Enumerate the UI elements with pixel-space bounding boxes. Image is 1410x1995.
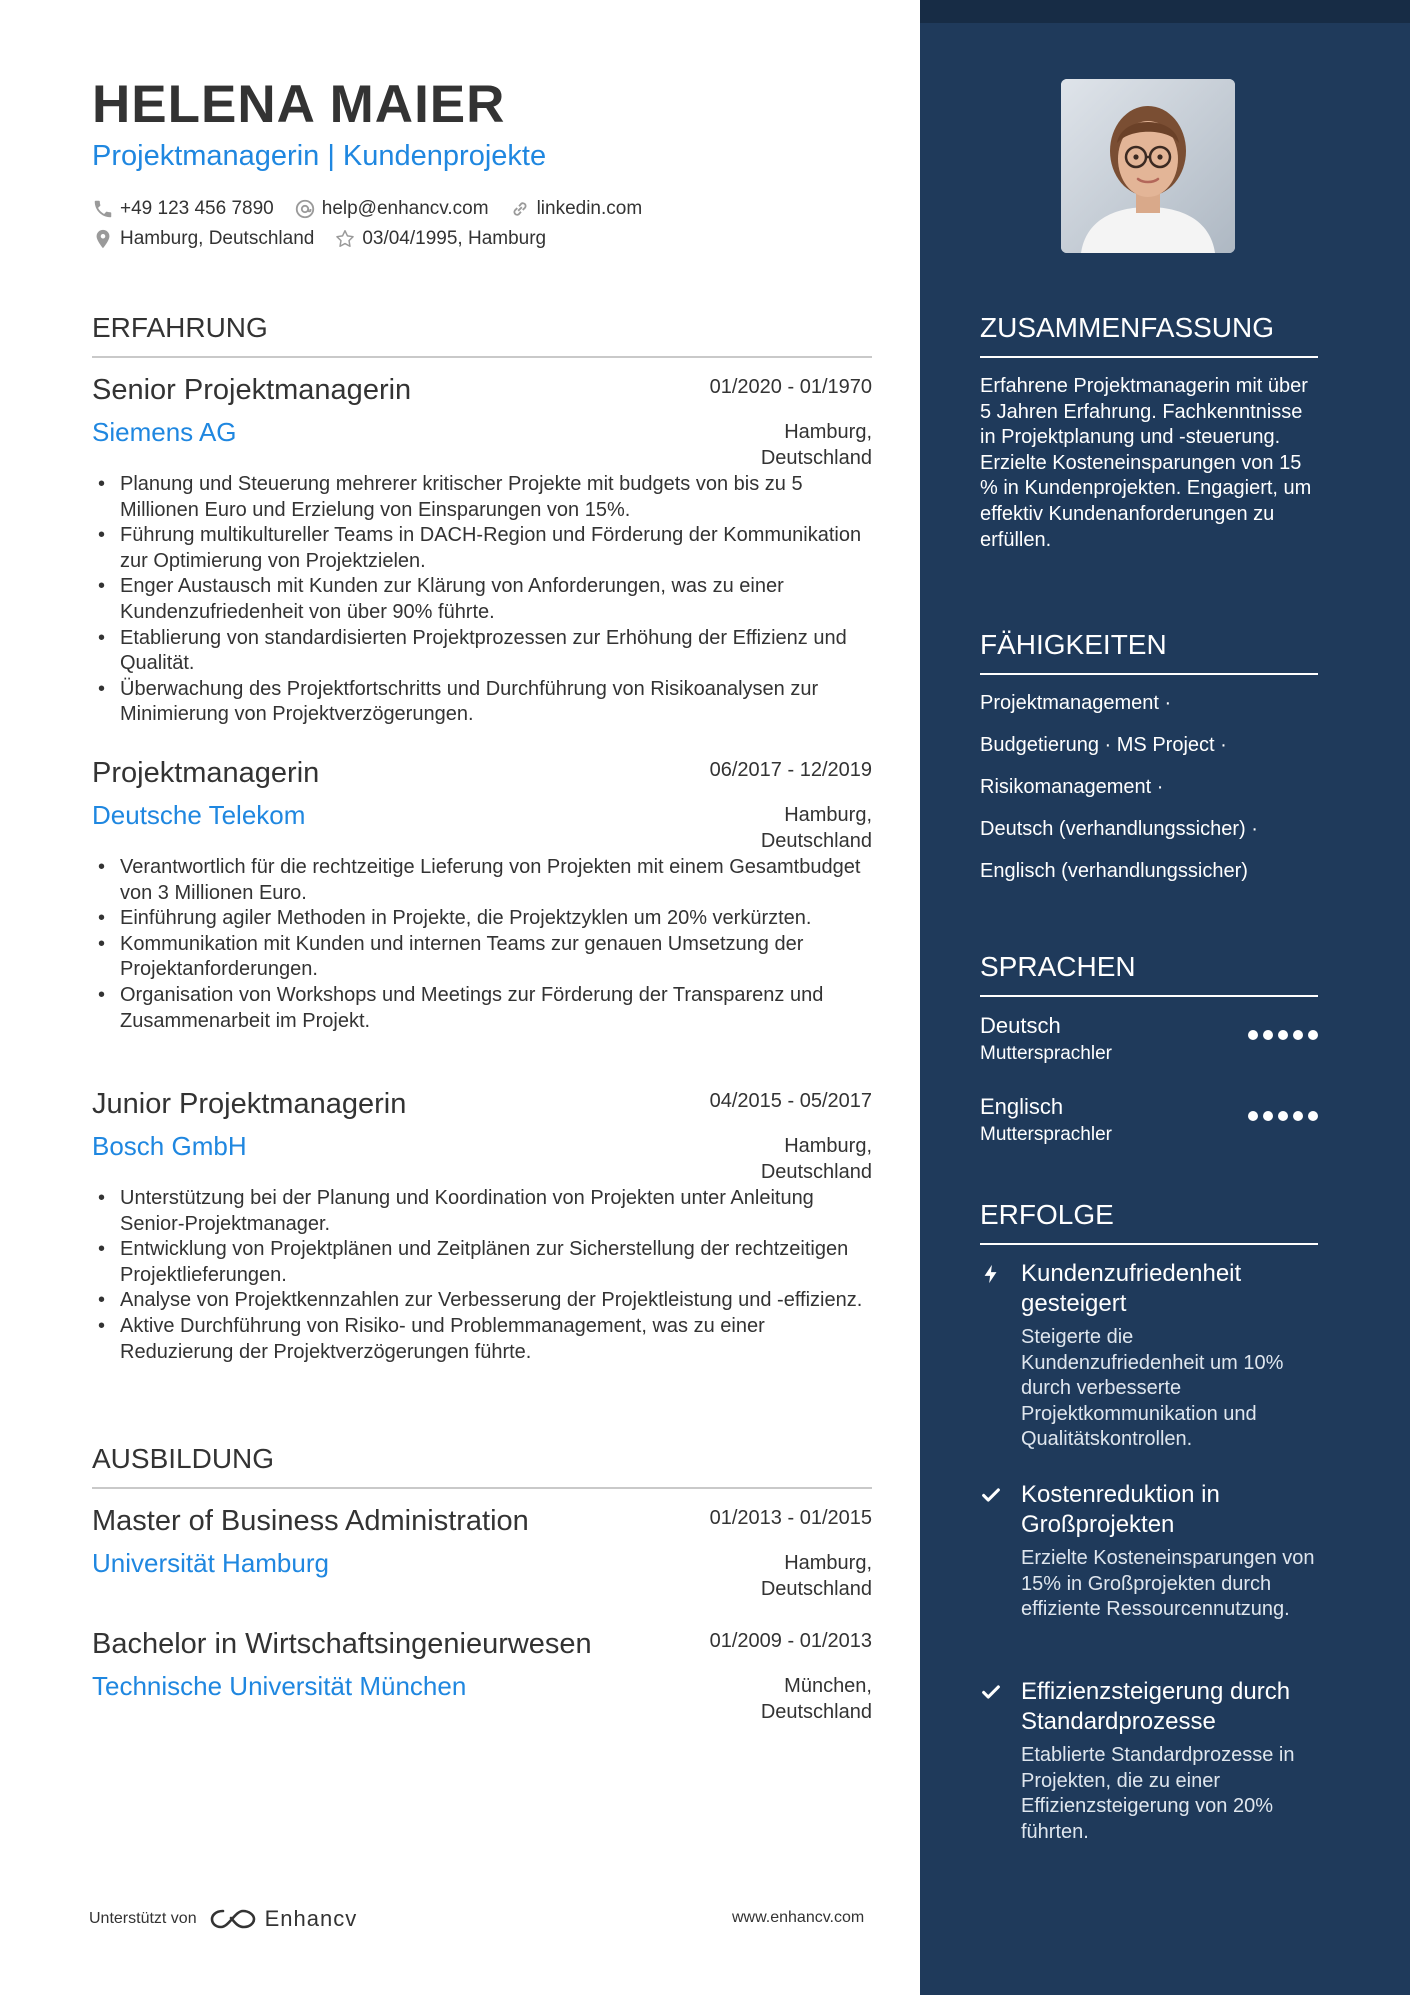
rating-dot [1293,1030,1303,1040]
rating-dot [1263,1111,1273,1121]
achievement-desc: Steigerte die Kundenzufriedenheit um 10% durch verbesserte Projektkommunikation und Qualitätskontrollen. [1021,1326,1284,1451]
language-rating [1243,1111,1318,1121]
birth-text: 03/04/1995, Hamburg [362,228,547,249]
language-level: Muttersprachler [980,1124,1112,1145]
profile-photo [1061,79,1235,253]
job-company[interactable]: Siemens AG [92,417,237,447]
skill-line: Risikomanagement · [980,776,1164,798]
link-icon [509,198,531,220]
school-city: München, [784,1675,872,1697]
skill-line: Deutsch (verhandlungssicher) · [980,818,1258,840]
language-name: Deutsch [980,1013,1061,1038]
skill-line: Projektmanagement · [980,692,1172,714]
school-city: Hamburg, [784,1552,872,1574]
job-bullet: • Überwachung des Projektfortschritts und Durchführung von Risikoanalysen zur Minimierung von Projektverzögerungen. [92,677,872,728]
rating-dot [1248,1111,1258,1121]
achievements-heading: ERFOLGE [980,1199,1318,1245]
job-role: Projektmanagerin [92,757,320,789]
job-country: Deutschland [760,1161,872,1183]
job-bullet: • Verantwortlich für die rechtzeitige Lieferung von Projekten mit einem Gesamtbudget von 3 Millionen Euro. [92,855,872,906]
rating-dot [1308,1030,1318,1040]
skill-line: Englisch (verhandlungssicher) [980,860,1248,882]
rating-dot [1293,1111,1303,1121]
job-bullet: • Entwicklung von Projektplänen und Zeitplänen zur Sicherstellung der rechtzeitigen Projektlieferungen. [92,1237,872,1288]
job-bullet: • Etablierung von standardisierten Projektprozessen zur Erhöhung der Effizienz und Qualität. [92,626,872,677]
achievement-title: Kostenreduktion in Großprojekten [1021,1481,1220,1538]
job-bullet: • Enger Austausch mit Kunden zur Klärung von Anforderungen, was zu einer Kundenzufriedenheit von über 90% führte. [92,574,872,625]
powered-by-label: Unterstützt von [89,1910,197,1927]
portrait-illustration [1061,79,1235,253]
experience-entry [92,1088,872,1365]
linkedin-text: linkedin.com [536,198,643,219]
job-location [761,419,872,471]
skill-line: Budgetierung · MS Project · [980,734,1227,756]
location-text: Hamburg, Deutschland [120,228,315,249]
job-bullet: • Unterstützung bei der Planung und Koordination von Projekten unter Anleitung Senior-Projektmanager. [92,1186,872,1237]
job-country: Deutschland [760,447,872,469]
education-heading: AUSBILDUNG [92,1443,872,1489]
language-item [980,1094,1318,1146]
language-level: Muttersprachler [980,1043,1112,1064]
job-bullet: • Kommunikation mit Kunden und internen Teams zur genauen Umsetzung der Projektanforderungen. [92,932,872,983]
school-location [761,1673,872,1725]
job-city: Hamburg, [784,1135,872,1157]
phone-icon [92,198,114,220]
job-location [761,1133,872,1185]
education-entry [92,1628,872,1723]
at-icon [294,198,316,220]
check-icon [980,1681,1002,1703]
website-link[interactable]: www.enhancv.com [732,1909,865,1926]
language-name: Englisch [980,1094,1064,1119]
achievement-desc: Erzielte Kosteneinsparungen von 15% in Großprojekten durch effiziente Ressourcennutzung. [1021,1547,1315,1621]
candidate-name: HELENA MAIER [92,75,506,134]
school-country: Deutschland [760,1578,872,1600]
experience-heading: ERFAHRUNG [92,312,872,358]
job-bullets [92,855,872,1034]
job-bullet: • Aktive Durchführung von Risiko- und Problemmanagement, was zu einer Reduzierung der Projektverzögerungen führte. [92,1314,872,1365]
degree-title: Master of Business Administration [92,1505,529,1537]
school-country: Deutschland [760,1701,872,1723]
summary-heading: ZUSAMMENFASSUNG [980,312,1318,358]
achievement-title: Kundenzufriedenheit gesteigert [1021,1260,1242,1317]
job-company[interactable]: Bosch GmbH [92,1131,247,1161]
email-text: help@enhancv.com [321,198,489,219]
email-contact[interactable] [294,198,489,220]
sidebar-top-strip [920,0,1410,23]
job-country: Deutschland [760,830,872,852]
degree-title: Bachelor in Wirtschaftsingenieurwesen [92,1628,592,1660]
rating-dot [1278,1030,1288,1040]
phone-text: +49 123 456 7890 [120,198,274,219]
job-role: Junior Projektmanagerin [92,1088,407,1120]
job-bullet: • Analyse von Projektkennzahlen zur Verbesserung der Projektleistung und -effizienz. [92,1288,872,1314]
rating-dot [1278,1111,1288,1121]
rating-dot [1308,1111,1318,1121]
star-icon [334,228,356,250]
birth-contact [334,228,546,250]
lightning-icon [980,1263,1002,1285]
school-location [761,1550,872,1602]
job-date: 06/2017 - 12/2019 [709,759,872,781]
achievement-item [980,1259,1318,1453]
degree-date: 01/2009 - 01/2013 [709,1630,872,1652]
job-bullet: • Organisation von Workshops und Meetings zur Förderung der Transparenz und Zusammenarbeit im Projekt. [92,983,872,1034]
location-contact [92,228,314,250]
job-bullets [92,472,872,728]
location-pin-icon [92,228,114,250]
summary-text: Erfahrene Projektmanagerin mit über 5 Jahren Erfahrung. Fachkenntnisse in Projektplanung und -steuerung. Erzielte Kosteneinsparungen von 15 % in Kundenprojekten. Engagiert, um effektiv Kundenanforderungen zu erfüllen. [980,375,1312,551]
enhancv-logo-icon [209,1906,257,1932]
powered-by[interactable] [89,1906,357,1932]
brand-name: Enhancv [264,1906,358,1931]
job-date: 01/2020 - 01/1970 [709,376,872,398]
skills-heading: FÄHIGKEITEN [980,629,1318,675]
achievement-item [980,1480,1318,1623]
job-role: Senior Projektmanagerin [92,374,412,406]
candidate-title: Projektmanagerin | Kundenprojekte [92,140,547,172]
job-date: 04/2015 - 05/2017 [709,1090,872,1112]
experience-entry [92,757,872,1034]
experience-entry [92,374,872,728]
achievement-title: Effizienzsteigerung durch Standardprozesse [1021,1678,1291,1735]
job-bullets [92,1186,872,1365]
phone-contact[interactable] [92,198,274,220]
languages-heading: SPRACHEN [980,951,1318,997]
language-item [980,1013,1318,1065]
rating-dot [1248,1030,1258,1040]
degree-date: 01/2013 - 01/2015 [709,1507,872,1529]
contact-info [92,194,662,254]
education-entry [92,1505,872,1600]
job-location [761,802,872,854]
job-bullet: • Planung und Steuerung mehrerer kritischer Projekte mit budgets von bis zu 5 Millionen Euro und Erzielung von Einsparungen von 15%. [92,472,872,523]
language-rating [1243,1030,1318,1040]
job-bullet: • Einführung agiler Methoden in Projekte, die Projektzyklen um 20% verkürzten. [92,906,872,932]
rating-dot [1263,1030,1273,1040]
linkedin-contact[interactable] [509,198,643,220]
job-bullet: • Führung multikultureller Teams in DACH-Region und Förderung der Kommunikation zur Optimierung von Projektzielen. [92,523,872,574]
check-icon [980,1484,1002,1506]
achievement-item [980,1677,1318,1845]
job-city: Hamburg, [784,804,872,826]
school-name[interactable]: Universität Hamburg [92,1548,329,1578]
job-company[interactable]: Deutsche Telekom [92,800,306,830]
school-name[interactable]: Technische Universität München [92,1671,467,1701]
achievement-desc: Etablierte Standardprozesse in Projekten, die zu einer Effizienzsteigerung von 20% führten. [1021,1744,1295,1843]
job-city: Hamburg, [784,421,872,443]
